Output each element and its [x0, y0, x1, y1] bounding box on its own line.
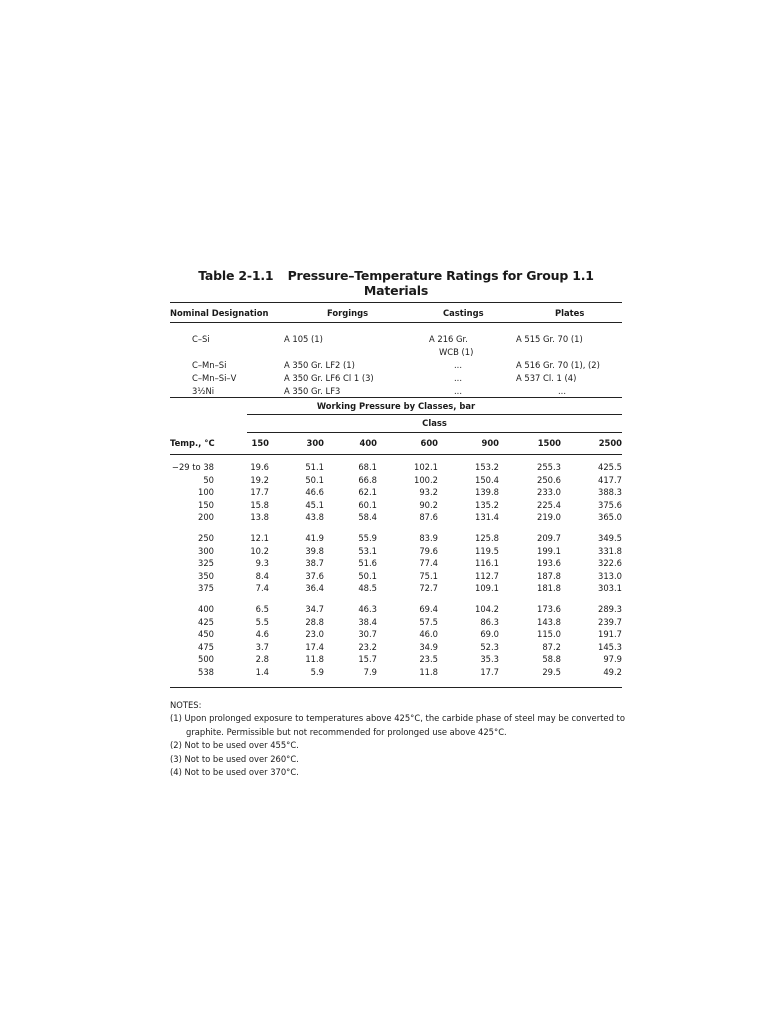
note-1: (1) Upon prolonged exposure to temperatures above 425°C, the carbide phase of steel may be converted to graphite. Permissible but not recommended for prolonged use above 425°C.: [170, 713, 625, 737]
class-header-150: 150: [251, 438, 269, 449]
temp-cell: 300: [198, 545, 214, 556]
pressure-cell: 46.0: [419, 629, 438, 640]
pressure-cell: 17.7: [480, 666, 499, 677]
pressure-cell: 51.6: [358, 558, 377, 569]
pressure-cell: 4.6: [255, 629, 269, 640]
table-end: [170, 679, 622, 687]
temp-cell: 400: [198, 603, 214, 614]
pressure-cell: 145.3: [598, 641, 622, 652]
pressure-cell: 100.2: [414, 474, 438, 485]
pressure-cell: 9.3: [255, 558, 269, 569]
pressure-cell: 181.8: [537, 583, 561, 594]
note-2: (2) Not to be used over 455°C.: [170, 740, 299, 751]
pressure-cell: 51.1: [305, 462, 324, 472]
pressure-cell: 52.3: [480, 641, 499, 652]
pressure-cell: 303.1: [598, 583, 622, 594]
pressure-cell: 3.7: [255, 641, 269, 652]
designation-3-5-ni: 3½Ni: [192, 386, 215, 396]
pressure-cell: 75.1: [419, 570, 438, 581]
class-header-300: 300: [306, 438, 324, 449]
pressure-cell: 41.9: [305, 532, 324, 543]
pressure-cell: 45.1: [305, 499, 324, 510]
temp-cell: −29 to 38: [171, 462, 214, 472]
pressure-cell: 90.2: [419, 499, 438, 510]
temp-cell: 200: [198, 512, 214, 523]
pressure-cell: 29.5: [542, 666, 561, 677]
temp-cell: 538: [198, 666, 214, 677]
pressure-cell: 11.8: [419, 666, 438, 677]
temp-cell: 350: [198, 570, 214, 581]
pressure-cell: 38.4: [358, 616, 377, 627]
note-3: (3) Not to be used over 260°C.: [170, 753, 299, 764]
note-4: (4) Not to be used over 370°C.: [170, 767, 299, 778]
table-row: [170, 545, 622, 558]
table-row: [170, 666, 622, 679]
casting-4: ...: [454, 386, 462, 396]
pressure-cell: 219.0: [537, 512, 561, 523]
pressure-cell: 62.1: [358, 487, 377, 498]
pressure-cell: 225.4: [537, 499, 561, 510]
pressure-cell: 17.4: [305, 641, 324, 652]
pressure-cell: 322.6: [598, 558, 622, 569]
pressure-cell: 365.0: [598, 512, 622, 523]
table-row: [170, 641, 622, 654]
pressure-cell: 135.2: [475, 499, 499, 510]
temp-cell: 500: [198, 654, 214, 665]
temp-cell: 450: [198, 629, 214, 640]
pressure-cell: 48.5: [358, 583, 377, 594]
pressure-cell: 425.5: [598, 462, 622, 472]
temp-cell: 50: [203, 474, 214, 485]
pressure-cell: 15.8: [250, 499, 269, 510]
group-gap: [170, 595, 622, 603]
pressure-cell: 77.4: [419, 558, 438, 569]
pressure-cell: 87.6: [419, 512, 438, 523]
temp-cell: 250: [198, 532, 214, 543]
pressure-cell: 68.1: [358, 462, 377, 472]
materials-header-row: [170, 303, 622, 322]
class-header-1500: 1500: [537, 438, 561, 449]
header-nominal-designation: Nominal Designation: [170, 308, 269, 318]
table-row: [170, 474, 622, 487]
plate-1: A 515 Gr. 70 (1): [516, 334, 583, 344]
table-row: [170, 486, 622, 499]
notes: [170, 699, 625, 781]
pressure-cell: 191.7: [598, 629, 622, 640]
pressure-cell: 388.3: [598, 487, 622, 498]
pressure-cell: 23.0: [305, 629, 324, 640]
pressure-cell: 193.6: [537, 558, 561, 569]
temp-cell: 100: [198, 487, 214, 498]
pressure-cell: 11.8: [305, 654, 324, 665]
pressure-cell: 69.0: [480, 629, 499, 640]
pressure-cell: 50.1: [358, 570, 377, 581]
pressure-cell: 19.6: [250, 462, 269, 472]
pressure-cell: 7.4: [255, 583, 269, 594]
pressure-cell: 250.6: [537, 474, 561, 485]
pressure-cell: 8.4: [255, 570, 269, 581]
pressure-cell: 115.0: [537, 629, 561, 640]
pressure-cell: 102.1: [414, 462, 438, 472]
pressure-cell: 139.8: [475, 487, 499, 498]
pressure-cell: 39.8: [305, 545, 324, 556]
temp-cell: 325: [198, 558, 214, 569]
pressure-cell: 87.2: [542, 641, 561, 652]
pressure-cell: 36.4: [305, 583, 324, 594]
pressure-cell: 143.8: [537, 616, 561, 627]
pressure-cell: 79.6: [419, 545, 438, 556]
table-row: [170, 557, 622, 570]
table-row: [170, 532, 622, 545]
group-gap: [170, 524, 622, 532]
forging-4: A 350 Gr. LF3: [284, 386, 341, 396]
pressure-cell: 83.9: [419, 532, 438, 543]
casting-3: ...: [454, 373, 462, 383]
pressure-cell: 331.8: [598, 545, 622, 556]
pressure-cell: 1.4: [255, 666, 269, 677]
temp-cell: 475: [198, 641, 214, 652]
forging-3: A 350 Gr. LF6 Cl 1 (3): [284, 373, 374, 383]
pressure-cell: 19.2: [250, 474, 269, 485]
pressure-cell: 58.8: [542, 654, 561, 665]
pressure-cell: 93.2: [419, 487, 438, 498]
table-row: [170, 653, 622, 666]
class-heading-row: [247, 415, 622, 433]
notes-heading: NOTES:: [170, 699, 202, 710]
table-row: [170, 616, 622, 629]
pressure-cell: 35.3: [480, 654, 499, 665]
pressure-cell: 23.5: [419, 654, 438, 665]
header-plates: Plates: [555, 308, 585, 318]
pressure-cell: 55.9: [358, 532, 377, 543]
pressure-cell: 38.7: [305, 558, 324, 569]
pressure-cell: 104.2: [475, 603, 499, 614]
pressure-cell: 30.7: [358, 629, 377, 640]
pressure-cell: 289.3: [598, 603, 622, 614]
table-row: [170, 628, 622, 641]
pressure-cell: 86.3: [480, 616, 499, 627]
temp-cell: 425: [198, 616, 214, 627]
pressure-cell: 209.7: [537, 532, 561, 543]
pressure-cell: 53.1: [358, 545, 377, 556]
pressure-cell: 199.1: [537, 545, 561, 556]
pressure-cell: 116.1: [475, 558, 499, 569]
pressure-cell: 10.2: [250, 545, 269, 556]
pressure-cell: 49.2: [603, 666, 622, 677]
pressure-cell: 72.7: [419, 583, 438, 594]
pressure-cell: 417.7: [598, 474, 622, 485]
table-number: Table 2-1.1: [198, 268, 274, 283]
pressure-cell: 153.2: [475, 462, 499, 472]
pressure-cell: 2.8: [255, 654, 269, 665]
class-header-400: 400: [359, 438, 377, 449]
class-label: Class: [422, 418, 447, 428]
pressure-cell: 17.7: [250, 487, 269, 498]
plate-2: A 516 Gr. 70 (1), (2): [516, 360, 600, 370]
table-row: [170, 499, 622, 512]
pressure-cell: 43.8: [305, 512, 324, 523]
pressure-cell: 69.4: [419, 603, 438, 614]
header-forgings: Forgings: [327, 308, 369, 318]
pressure-temperature-table: [170, 268, 625, 780]
table-row: [170, 511, 622, 524]
table-row: [170, 570, 622, 583]
pressure-cell: 57.5: [419, 616, 438, 627]
pressure-cell: 46.6: [305, 487, 324, 498]
pressure-cell: 112.7: [475, 570, 499, 581]
casting-1a: A 216 Gr.: [429, 334, 468, 344]
class-header-2500: 2500: [598, 438, 622, 449]
pressure-cell: 187.8: [537, 570, 561, 581]
table-row: [170, 461, 622, 474]
pressure-cell: 66.8: [358, 474, 377, 485]
pressure-cell: 7.9: [363, 666, 377, 677]
pressure-cell: 6.5: [255, 603, 269, 614]
pressure-cell: 60.1: [358, 499, 377, 510]
pressure-cell: 375.6: [598, 499, 622, 510]
casting-2: ...: [454, 360, 462, 370]
pressure-cell: 37.6: [305, 570, 324, 581]
temp-cell: 375: [198, 583, 214, 594]
temp-cell: 150: [198, 499, 214, 510]
pressure-cell: 28.8: [305, 616, 324, 627]
pressure-cell: 15.7: [358, 654, 377, 665]
table-row: [170, 603, 622, 616]
pressure-cell: 34.9: [419, 641, 438, 652]
column-header-row: [170, 433, 622, 455]
pressure-cell: 58.4: [358, 512, 377, 523]
pressure-cell: 150.4: [475, 474, 499, 485]
working-pressure-heading: Working Pressure by Classes, bar: [316, 401, 476, 411]
class-header-900: 900: [481, 438, 499, 449]
pressure-cell: 46.3: [358, 603, 377, 614]
pressure-cell: 12.1: [250, 532, 269, 543]
forging-1: A 105 (1): [284, 334, 323, 344]
forging-2: A 350 Gr. LF2 (1): [284, 360, 355, 370]
designation-c-si: C–Si: [192, 334, 210, 344]
pressure-cell: 50.1: [305, 474, 324, 485]
class-header-600: 600: [420, 438, 438, 449]
table-title: [170, 268, 622, 298]
pressure-cell: 5.9: [310, 666, 324, 677]
pressure-cell: 313.0: [598, 570, 622, 581]
pressure-cell: 34.7: [305, 603, 324, 614]
pressure-cell: 23.2: [358, 641, 377, 652]
pressure-cell: 233.0: [537, 487, 561, 498]
designation-c-mn-si: C–Mn–Si: [192, 360, 227, 370]
pressure-cell: 255.3: [537, 462, 561, 472]
pressure-cell: 131.4: [475, 512, 499, 523]
pressure-cell: 97.9: [603, 654, 622, 665]
temp-header: Temp., °C: [170, 438, 215, 449]
pressure-cell: 109.1: [475, 583, 499, 594]
pressure-cell: 125.8: [475, 532, 499, 543]
pressure-cell: 173.6: [537, 603, 561, 614]
pressure-cell: 13.8: [250, 512, 269, 523]
pressure-cell: 119.5: [475, 545, 499, 556]
plate-4: ...: [558, 386, 566, 396]
table-title-text: Pressure–Temperature Ratings for Group 1.1 Materials: [287, 268, 594, 298]
pressure-table: [170, 433, 622, 687]
header-castings: Castings: [443, 308, 484, 318]
materials-block: [170, 323, 622, 397]
table-row: [170, 582, 622, 595]
designation-c-mn-si-v: C–Mn–Si–V: [192, 373, 237, 383]
plate-3: A 537 Cl. 1 (4): [516, 373, 577, 383]
pressure-cell: 349.5: [598, 532, 622, 543]
casting-1b: WCB (1): [439, 347, 474, 357]
pressure-cell: 239.7: [598, 616, 622, 627]
pressure-cell: 5.5: [255, 616, 269, 627]
